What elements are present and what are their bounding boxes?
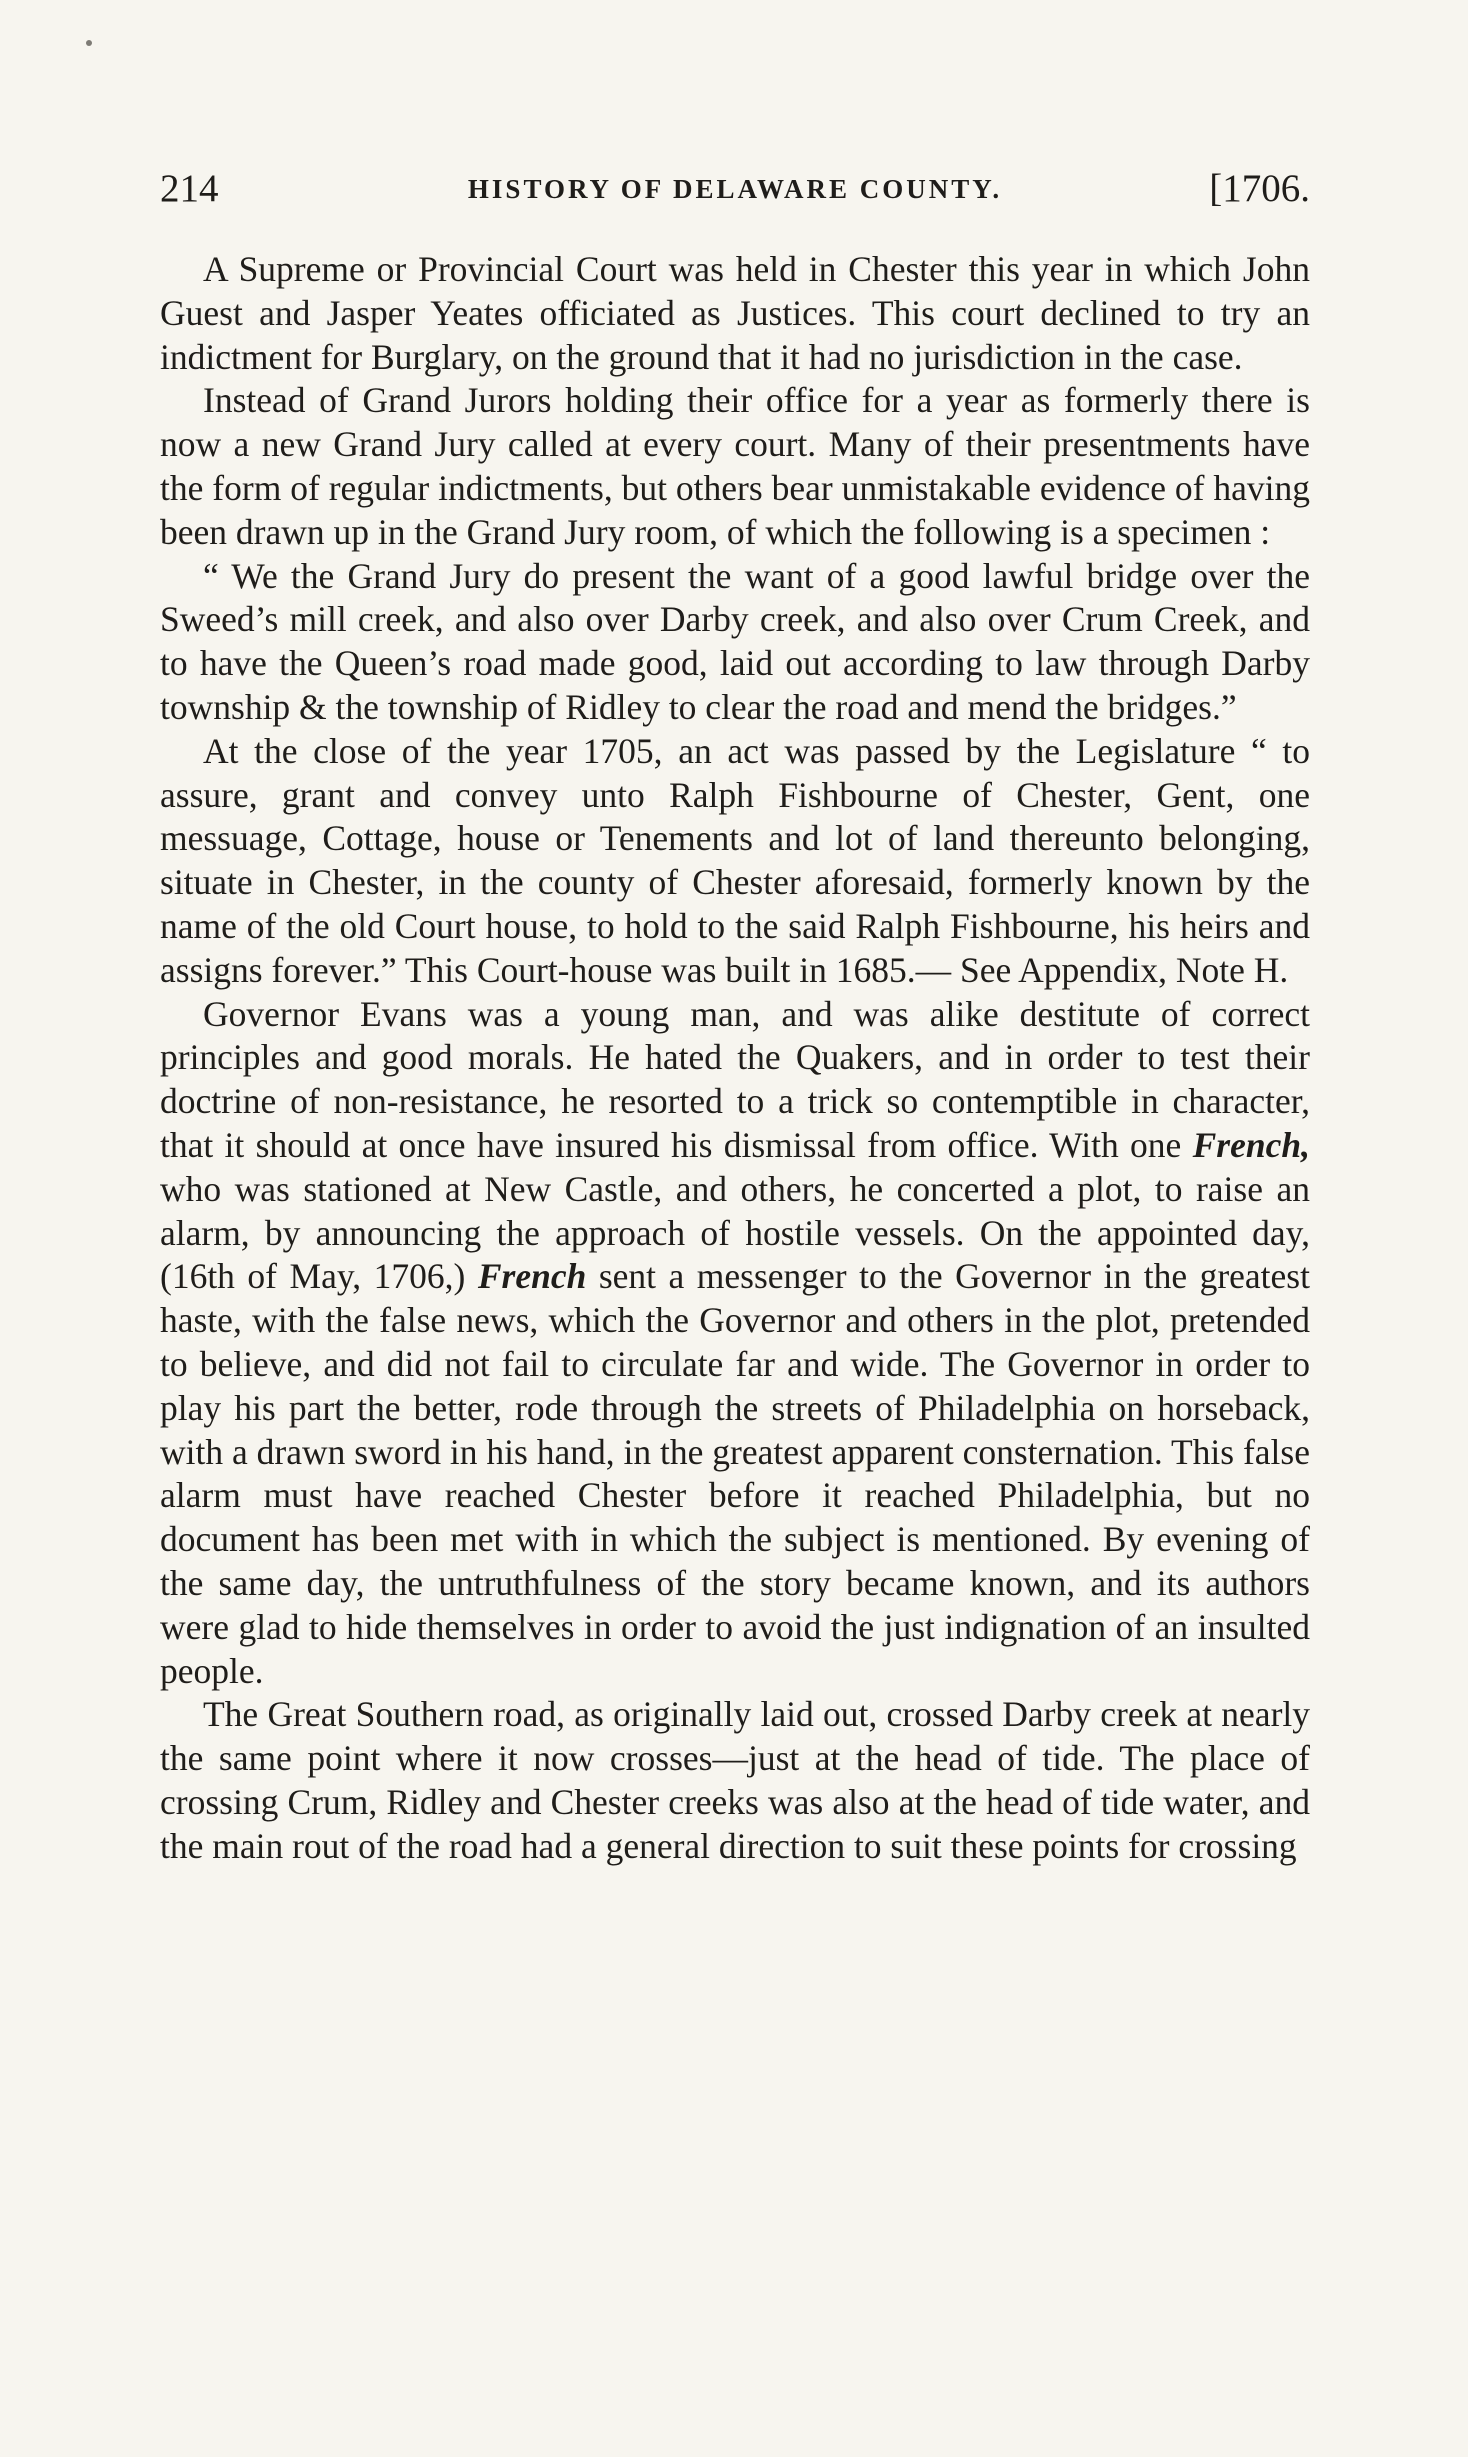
page-number: 214 <box>160 167 219 210</box>
italic-name: French, <box>1192 1124 1310 1165</box>
paragraph-text: “ We the Grand Jury do present the want of a good lawful bridge over the Sweed’s mill creek, and also over Darby creek, and also over Crum Creek, and to have the Queen’s road made good, laid out according to law through Darby township & the township of Ridley to clear the road and mend the bridges.” <box>160 555 1310 727</box>
header-year: [1706. <box>1209 167 1310 210</box>
paragraph <box>160 379 1310 554</box>
page-speck <box>86 40 92 46</box>
paragraph <box>160 555 1310 730</box>
paragraph-text: The Great Southern road, as originally laid out, crossed Darby creek at nearly the same point where it now crosses—just at the head of tide. The place of crossing Crum, Ridley and Chester creeks was also at the head of tide water, and the main rout of the road had a general direction to suit these points for crossing <box>160 1694 1310 1866</box>
paragraph-text: A Supreme or Provincial Court was held in Chester this year in which John Guest and Jasper Yeates officiated as Justices. This court declined to try an indictment for Burglary, on the ground that it had no jurisdiction in the case. <box>160 249 1310 377</box>
paragraph-text: who was stationed at New Castle, and others, he concerted a plot, to raise an alarm, by announcing the approach of hostile vessels. On the appointed day, (16th of May, 1706,) <box>160 1168 1310 1297</box>
running-title: HISTORY OF DELAWARE COUNTY. <box>467 174 1003 204</box>
paragraph <box>160 1693 1310 1868</box>
paragraph-text: sent a messenger to the Governor in the greatest haste, with the false news, which the Governor and others in the plot, pretended to believe, and did not fail to circulate far and wide. The Governor in order to play his part the better, rode through the streets of Philadelphia on horseback, with a drawn sword in his hand, in the greatest apparent consternation. This false alarm must have reached Chester before it reached Philadelphia, but no document has been met with in which the subject is mentioned. By evening of the same day, the untruthfulness of the story became known, and its authors were glad to hide themselves in order to avoid the just indignation of an insulted people. <box>160 1256 1310 1691</box>
paragraph-text: Instead of Grand Jurors holding their office for a year as formerly there is now a new Grand Jury called at every court. Many of their presentments have the form of regular indictments, but others bear unmistakable evidence of having been drawn up in the Grand Jury room, of which the following is a specimen : <box>160 380 1310 552</box>
paragraph <box>160 993 1310 1694</box>
paragraph-text: At the close of the year 1705, an act was passed by the Legislature “ to assure, grant and convey unto Ralph Fishbourne of Chester, Gent, one messuage, Cottage, house or Tenements and lot of land thereunto belonging, situate in Chester, in the county of Chester aforesaid, formerly known by the name of the old Court house, to hold to the said Ralph Fishbourne, his heirs and assigns forever.” This Court-house was built in 1685.— See Appendix, Note H. <box>160 730 1310 990</box>
body-text <box>160 248 1310 1868</box>
paragraph-text: Governor Evans was a young man, and was alike destitute of correct principles and good morals. He hated the Quakers, and in order to test their doctrine of non-resistance, he resorted to a trick so contemptible in character, that it should at once have insured his dismissal from office. With one <box>160 993 1310 1165</box>
paragraph <box>160 248 1310 379</box>
running-header <box>160 166 1310 216</box>
italic-name: French <box>477 1256 587 1297</box>
paragraph <box>160 730 1310 993</box>
